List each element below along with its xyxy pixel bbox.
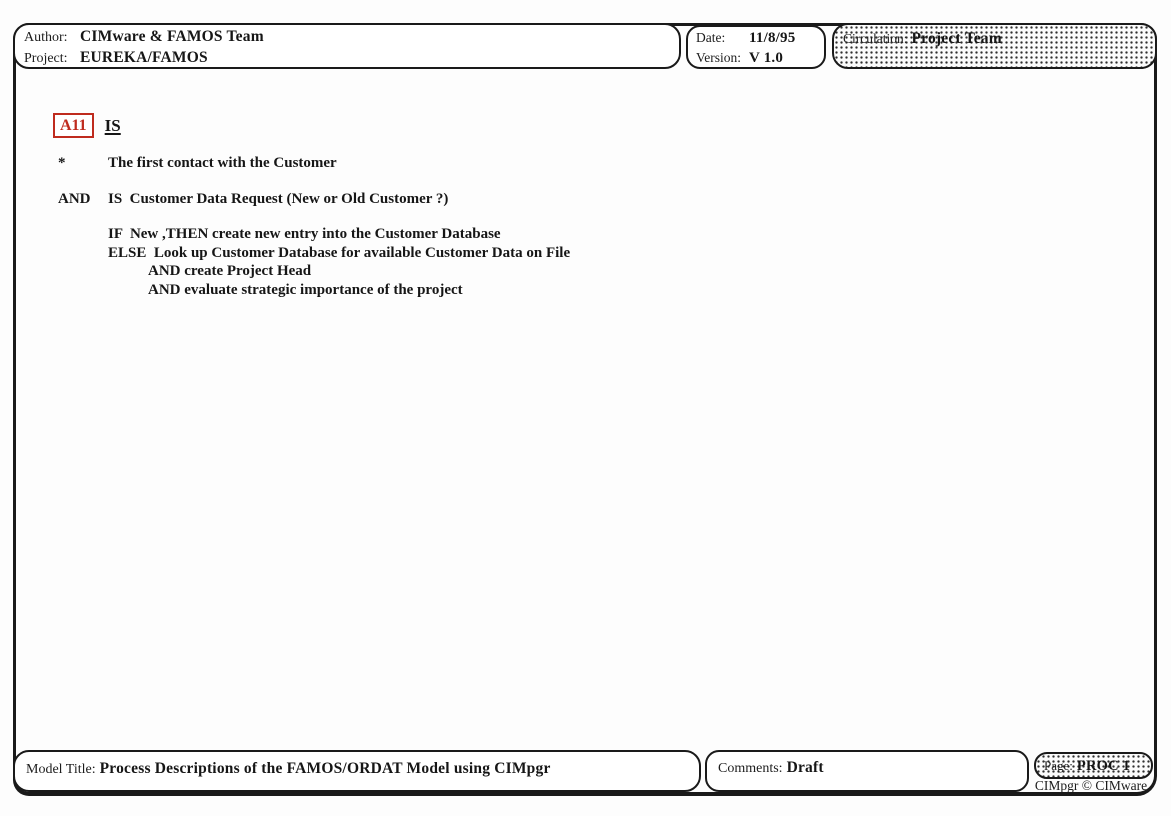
process-line — [13, 190, 1123, 209]
line-text: AND evaluate strategic importance of the project — [148, 281, 463, 298]
line-keyword — [58, 262, 108, 281]
page-label: Page: — [1044, 758, 1073, 773]
author-row — [24, 27, 679, 48]
author-label: Author: — [24, 30, 68, 45]
line-keyword — [58, 244, 108, 263]
project-row — [24, 48, 679, 69]
line-keyword — [58, 281, 108, 300]
version-label: Version: — [696, 50, 741, 65]
circulation-value: Project Team — [911, 30, 1002, 47]
comments-label: Comments: — [718, 761, 783, 776]
process-line — [13, 154, 1123, 173]
author-value: CIMware & FAMOS Team — [80, 28, 264, 45]
date-row — [696, 28, 824, 48]
date-value: 11/8/95 — [749, 30, 796, 46]
comments-value: Draft — [786, 759, 824, 776]
process-line — [13, 244, 1123, 263]
page-value: PROC 1 — [1076, 758, 1131, 774]
process-line — [13, 225, 1123, 244]
process-line — [13, 262, 1123, 281]
version-row — [696, 48, 824, 68]
version-value: V 1.0 — [749, 50, 784, 66]
project-label: Project: — [24, 51, 68, 66]
model-title-value: Process Descriptions of the FAMOS/ORDAT Model using CIMpgr — [99, 760, 551, 777]
line-text: IS Customer Data Request (New or Old Customer ?) — [108, 190, 449, 207]
model-title-box — [13, 750, 701, 792]
circulation-box — [832, 23, 1157, 69]
author-project-box — [13, 23, 681, 69]
date-label: Date: — [696, 30, 726, 45]
line-text: The first contact with the Customer — [108, 155, 337, 171]
page-box — [1034, 752, 1153, 779]
line-text: IF New ,THEN create new entry into the Customer Database — [108, 226, 501, 242]
line-keyword: * — [58, 155, 66, 171]
process-lines — [13, 137, 1123, 299]
line-keyword: AND — [58, 190, 91, 207]
project-value: EUREKA/FAMOS — [80, 49, 208, 66]
date-version-box — [686, 25, 826, 69]
node-title — [53, 113, 121, 138]
node-operator: IS — [104, 115, 121, 135]
process-line — [13, 281, 1123, 300]
line-text: ELSE Look up Customer Database for available Customer Data on File — [108, 244, 571, 261]
line-keyword — [58, 225, 108, 244]
line-text: AND create Project Head — [148, 263, 312, 279]
copyright-text: CIMpgr © CIMware — [1034, 778, 1148, 793]
model-title-label: Model Title: — [26, 762, 96, 777]
node-id-box: A11 — [53, 113, 94, 138]
comments-box — [705, 750, 1029, 792]
circulation-label: Circulation: — [843, 31, 908, 46]
